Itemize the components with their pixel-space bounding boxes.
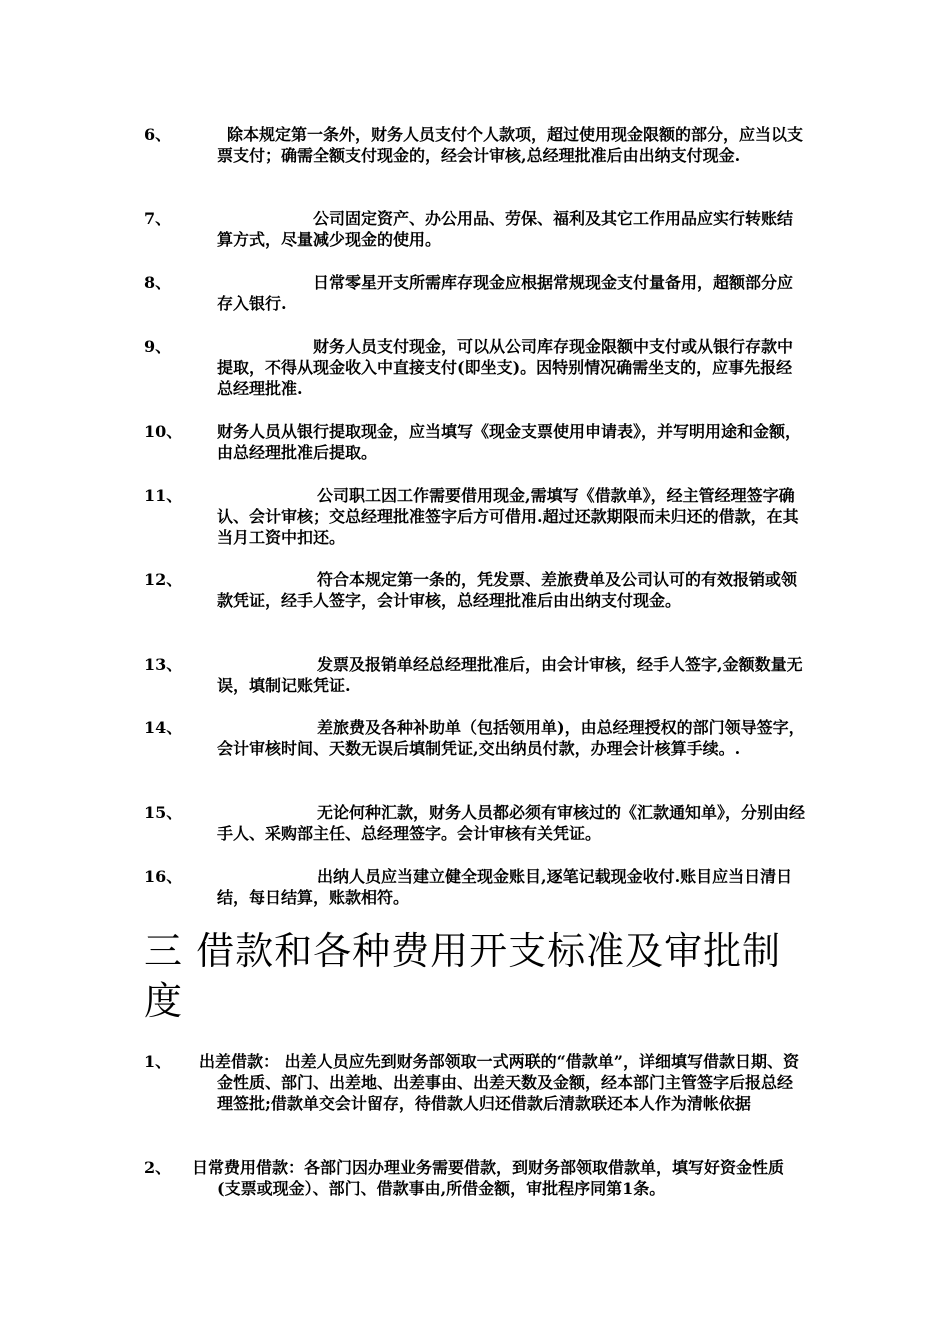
rule-item-6 <box>144 124 824 166</box>
rule-text: 财务人员从银行提取现金，应当填写《现金支票使用申请表》，并写明用途和金额，由总经理批准后提取。 <box>217 422 802 462</box>
rule-text: 符合本规定第一条的，凭发票、差旅费单及公司认可的有效报销或领款凭证，经手人签字，会计审核，总经理批准后由出纳支付现金。 <box>217 570 798 610</box>
rule-item-7 <box>144 208 824 250</box>
rule-text: 差旅费及各种补助单（包括领用单)，由总经理授权的部门领导签字，会计审核时间、天数无误后填制凭证,交出纳员付款，办理会计核算手续。. <box>217 718 805 758</box>
item-text <box>199 1051 807 1114</box>
rule-text: 公司职工因工作需要借用现金,需填写《借款单》，经主管经理签字确认、会计审核；交总经理批准签字后方可借用.超过还款期限而未归还的借款，在其当月工资中扣还。 <box>217 486 799 547</box>
item-number: 2、 <box>144 1158 172 1177</box>
rule-number: 14、 <box>144 718 183 737</box>
rule-text: 出纳人员应当建立健全现金账目,逐笔记载现金收付.账目应当日清日结，每日结算，账款相符。 <box>217 867 793 907</box>
rule-item-10 <box>144 421 824 463</box>
rule-number: 7、 <box>144 209 172 228</box>
rule-item-14 <box>144 717 824 759</box>
rule-text: 无论何种汇款，财务人员都必须有审核过的《汇款通知单》，分别由经手人、采购部主任、总经理签字。会计审核有关凭证。 <box>217 803 806 843</box>
borrow-item-1 <box>144 1051 824 1114</box>
rule-item-8 <box>144 272 824 314</box>
rule-number: 11、 <box>144 486 183 505</box>
rule-number: 15、 <box>144 803 183 822</box>
section-heading: 三 借款和各种费用开支标准及审批制度 <box>144 929 782 1023</box>
item-number: 1、 <box>144 1052 172 1071</box>
rule-text: 日常零星开支所需库存现金应根据常规现金支付量备用，超额部分应存入银行. <box>217 273 794 313</box>
item-text <box>192 1157 807 1199</box>
borrow-item-2 <box>144 1157 824 1199</box>
rule-number: 6、 <box>144 125 172 144</box>
rule-number: 9、 <box>144 337 172 356</box>
rule-number: 8、 <box>144 273 172 292</box>
rule-number: 12、 <box>144 570 183 589</box>
rule-item-11 <box>144 485 824 548</box>
rule-number: 10、 <box>144 422 183 441</box>
rule-number: 13、 <box>144 655 183 674</box>
rule-text: 发票及报销单经总经理批准后，由会计审核，经手人签字,金额数量无误，填制记账凭证. <box>217 655 803 695</box>
rule-text: 除本规定第一条外，财务人员支付个人款项，超过使用现金限额的部分，应当以支票支付；确需全额支付现金的，经会计审核,总经理批准后由出纳支付现金. <box>217 125 804 165</box>
item-text-content: 出差借款： 出差人员应先到财务部领取一式两联的“借款单”，详细填写借款日期、资金性质、部门、出差地、出差事由、出差天数及金额，经本部门主管签字后报总经理签批;借款单交会计留存，待借款人归还借款后清款联还本人作为清帐依据 <box>199 1052 799 1113</box>
rule-text: 财务人员支付现金，可以从公司库存现金限额中支付或从银行存款中提取，不得从现金收入中直接支付(即坐支)。因特别情况确需坐支的，应事先报经总经理批准. <box>217 337 794 398</box>
rule-text: 公司固定资产、办公用品、劳保、福利及其它工作用品应实行转账结算方式，尽量减少现金的使用。 <box>217 209 794 249</box>
rule-item-12 <box>144 569 824 611</box>
rule-item-15 <box>144 802 824 844</box>
rule-item-9 <box>144 336 824 399</box>
rule-item-16 <box>144 866 824 908</box>
rule-number: 16、 <box>144 867 183 886</box>
item-text-content: 日常费用借款：各部门因办理业务需要借款，到财务部领取借款单，填写好资金性质(支票或现金）、部门、借款事由,所借金额，审批程序同第1条。 <box>192 1158 785 1198</box>
rule-item-13 <box>144 654 824 696</box>
